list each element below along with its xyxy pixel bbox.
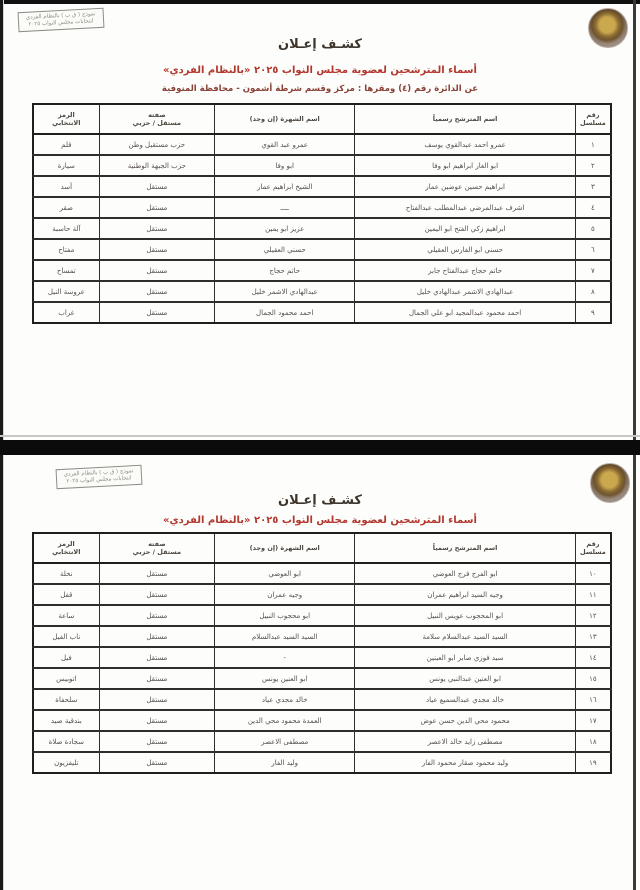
cell-party: حزب مستقبل وطن xyxy=(99,134,214,155)
cell-party: مستقل xyxy=(99,731,214,752)
cell-shohra: ــــ xyxy=(215,197,355,218)
cell-serial: ٦ xyxy=(575,239,611,260)
cell-shohra: - xyxy=(215,647,355,668)
cell-shohra: عبدالهادي الاشمر خليل xyxy=(215,281,355,302)
cell-shohra: ابو العوضي xyxy=(215,563,355,584)
cell-shohra: وجيه عمران xyxy=(215,584,355,605)
table-row xyxy=(33,302,611,323)
page-title: كشـف إعـلان xyxy=(278,493,362,508)
column-header-party: صفته مستقل / حزبي xyxy=(99,104,214,134)
cell-name: اشرف عبدالمرضي عبدالمطلب عبدالفتاح xyxy=(355,197,575,218)
cell-name: مصطفى زايد خالد الاعصر xyxy=(355,731,575,752)
cell-symbol: ساعة xyxy=(33,605,99,626)
header-row xyxy=(33,104,611,134)
table-row xyxy=(33,605,611,626)
cell-symbol: بندقية صيد xyxy=(33,710,99,731)
cell-serial: ١٤ xyxy=(575,647,611,668)
candidates-table xyxy=(32,103,612,324)
column-header-serial: رقم مسلسل xyxy=(575,533,611,563)
cell-shohra: الشيخ ابراهيم عمار xyxy=(215,176,355,197)
district-line: عن الدائرة رقم (٤) ومقرها : مركز وقسم شرطة أشمون - محافظة المنوفية xyxy=(161,84,479,94)
cell-shohra: عمرو عبد القوي xyxy=(215,134,355,155)
cell-shohra: خالد مجدي عياد xyxy=(215,689,355,710)
cell-shohra: السيد السيد عبدالسلام xyxy=(215,626,355,647)
table-row xyxy=(33,197,611,218)
cell-symbol: قفل xyxy=(33,584,99,605)
candidates-table xyxy=(32,532,612,774)
cell-serial: ١٨ xyxy=(575,731,611,752)
cell-name: سيد فوزي صابر ابو العينين xyxy=(355,647,575,668)
cell-symbol: آلة حاسبة xyxy=(33,218,99,239)
cell-name: ابو العنين عبدالنبي يونس xyxy=(355,668,575,689)
cell-party: مستقل xyxy=(99,218,214,239)
cell-serial: ١٥ xyxy=(575,668,611,689)
cell-name: ابو الغار ابراهيم ابو وفا xyxy=(355,155,575,176)
cell-shohra: مصطفى الاعصر xyxy=(215,731,355,752)
column-header-name: اسم المترشح رسمياً xyxy=(355,104,575,134)
cell-shohra: العمدة محمود محي الدين xyxy=(215,710,355,731)
form-number-line: نموذج ( ق ب ) بالنظام الفردي xyxy=(63,468,134,478)
table-row xyxy=(33,626,611,647)
cell-name: محمود محي الدين حسن عوض xyxy=(355,710,575,731)
cell-name: ابو الفرج فرج العوضي xyxy=(355,563,575,584)
cell-name: خالد مجدي عبدالسميع عياد xyxy=(355,689,575,710)
cell-shohra: ابو محجوب النبيل xyxy=(215,605,355,626)
cell-party: مستقل xyxy=(99,176,214,197)
table-row xyxy=(33,239,611,260)
cell-shohra: حسني العقيلي xyxy=(215,239,355,260)
cell-shohra: وليد الفار xyxy=(215,752,355,773)
cell-symbol: غراب xyxy=(33,302,99,323)
form-number-box xyxy=(18,8,105,32)
cell-party: مستقل xyxy=(99,668,214,689)
cell-symbol: سجادة صلاة xyxy=(33,731,99,752)
cell-serial: ١ xyxy=(575,134,611,155)
cell-name: ابراهيم حسين عوضين عمار xyxy=(355,176,575,197)
cell-symbol: اتوبيس xyxy=(33,668,99,689)
table-row xyxy=(33,134,611,155)
cell-name: حاتم حجاج عبدالفتاح جابر xyxy=(355,260,575,281)
cell-symbol: تمساح xyxy=(33,260,99,281)
table-row xyxy=(33,584,611,605)
cell-symbol: فيل xyxy=(33,647,99,668)
cell-symbol: صقر xyxy=(33,197,99,218)
cell-party: مستقل xyxy=(99,260,214,281)
table-row xyxy=(33,563,611,584)
cell-party: مستقل xyxy=(99,281,214,302)
page-bottom-shadow xyxy=(0,435,640,437)
column-header-shohra: اسم الشهرة (إن وجد) xyxy=(215,104,355,134)
cell-shohra: ابو العنين يونس xyxy=(215,668,355,689)
cell-shohra: احمد محمود الجمال xyxy=(215,302,355,323)
cell-party: مستقل xyxy=(99,626,214,647)
cell-serial: ١٣ xyxy=(575,626,611,647)
cell-name: عبدالهادي الاشمر عبدالهادي خليل xyxy=(355,281,575,302)
cell-party: مستقل xyxy=(99,752,214,773)
table-row xyxy=(33,710,611,731)
cell-party: حزب الجبهة الوطنية xyxy=(99,155,214,176)
table-row xyxy=(33,155,611,176)
cell-symbol: مفتاح xyxy=(33,239,99,260)
cell-serial: ٤ xyxy=(575,197,611,218)
cell-serial: ١٢ xyxy=(575,605,611,626)
column-header-serial: رقم مسلسل xyxy=(575,104,611,134)
candidates-list-subtitle: أسماء المترشحين لعضوية مجلس النواب ٢٠٢٥ «بالنظام الفردي» xyxy=(163,515,477,526)
cell-shohra: ابو وفا xyxy=(215,155,355,176)
cell-serial: ٣ xyxy=(575,176,611,197)
cell-name: وليد محمود صقار محمود الفار xyxy=(355,752,575,773)
cell-symbol: عروسة النيل xyxy=(33,281,99,302)
cell-serial: ٨ xyxy=(575,281,611,302)
cell-name: وجيه السيد ابراهيم عمران xyxy=(355,584,575,605)
table-row xyxy=(33,668,611,689)
cell-party: مستقل xyxy=(99,197,214,218)
document-page-1 xyxy=(0,4,640,435)
cell-symbol: قلم xyxy=(33,134,99,155)
cell-party: مستقل xyxy=(99,239,214,260)
table-row xyxy=(33,281,611,302)
column-header-symbol: الرمز الانتخابي xyxy=(33,104,99,134)
cell-name: السيد السيد عبدالسلام سلامة xyxy=(355,626,575,647)
cell-symbol: ناب الفيل xyxy=(33,626,99,647)
column-header-party: صفته مستقل / حزبي xyxy=(99,533,214,563)
cell-serial: ١١ xyxy=(575,584,611,605)
form-number-line: نموذج ( ق ب ) بالنظام الفردي xyxy=(25,11,96,21)
cell-party: مستقل xyxy=(99,563,214,584)
cell-party: مستقل xyxy=(99,689,214,710)
table-row xyxy=(33,260,611,281)
table-row xyxy=(33,752,611,773)
column-header-symbol: الرمز الانتخابي xyxy=(33,533,99,563)
cell-name: احمد محمود عبدالمجيد ابو علي الجمال xyxy=(355,302,575,323)
table-row xyxy=(33,218,611,239)
cell-serial: ١٩ xyxy=(575,752,611,773)
table-row xyxy=(33,689,611,710)
cell-name: ابو المحجوب عويس النبيل xyxy=(355,605,575,626)
page-separator-band xyxy=(0,440,640,455)
cell-serial: ١٦ xyxy=(575,689,611,710)
document-page-2 xyxy=(0,455,640,890)
candidates-list-subtitle: أسماء المترشحين لعضوية مجلس النواب ٢٠٢٥ «بالنظام الفردي» xyxy=(163,65,477,76)
form-number-line: انتخابات مجلس النواب ٢٠٢٥ xyxy=(28,18,94,28)
cell-party: مستقل xyxy=(99,605,214,626)
cell-party: مستقل xyxy=(99,584,214,605)
cell-party: مستقل xyxy=(99,302,214,323)
cell-symbol: تليفزيون xyxy=(33,752,99,773)
cell-serial: ٢ xyxy=(575,155,611,176)
cell-shohra: عزيز ابو يمين xyxy=(215,218,355,239)
cell-serial: ٩ xyxy=(575,302,611,323)
cell-party: مستقل xyxy=(99,647,214,668)
cell-symbol: نخلة xyxy=(33,563,99,584)
cell-name: ابراهيم زكي الفتح ابو اليمين xyxy=(355,218,575,239)
cell-serial: ٥ xyxy=(575,218,611,239)
cell-symbol: سيارة xyxy=(33,155,99,176)
column-header-name: اسم المترشح رسمياً xyxy=(355,533,575,563)
table-row xyxy=(33,647,611,668)
cell-serial: ٧ xyxy=(575,260,611,281)
page-title: كشـف إعـلان xyxy=(278,37,362,52)
table-row xyxy=(33,176,611,197)
cell-name: عمرو احمد عبدالقوي يوسف xyxy=(355,134,575,155)
cell-name: حسني ابو الفارس العقيلي xyxy=(355,239,575,260)
cell-serial: ١٧ xyxy=(575,710,611,731)
cell-party: مستقل xyxy=(99,710,214,731)
form-number-line: انتخابات مجلس النواب ٢٠٢٥ xyxy=(66,475,132,485)
form-number-box xyxy=(56,465,143,489)
cell-symbol: أسد xyxy=(33,176,99,197)
cell-shohra: حاتم حجاج xyxy=(215,260,355,281)
table-row xyxy=(33,731,611,752)
cell-serial: ١٠ xyxy=(575,563,611,584)
header-row xyxy=(33,533,611,563)
column-header-shohra: اسم الشهرة (إن وجد) xyxy=(215,533,355,563)
cell-symbol: سلحفاة xyxy=(33,689,99,710)
